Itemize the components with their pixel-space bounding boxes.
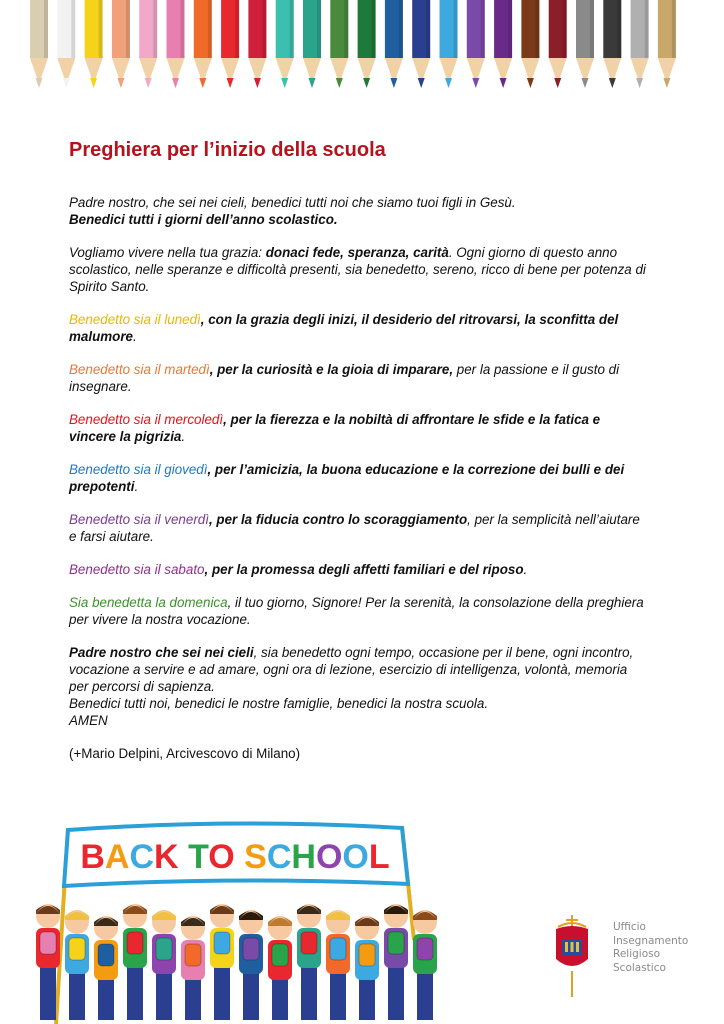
child-figure: [210, 904, 234, 1020]
day-rest: , per la semplicità nell’aiutare e farsi aiutare.: [69, 512, 640, 544]
banner-lettering: [80, 838, 389, 876]
day-bold: , per la curiosità e la gioia di imparare,: [209, 362, 454, 377]
paragraph-intro: [69, 194, 649, 228]
amen: AMEN: [69, 713, 108, 728]
banner-letter: [179, 838, 188, 876]
pencil-icon: [85, 0, 103, 88]
day-rest: .: [134, 479, 139, 494]
pencil-icon: [521, 0, 539, 88]
day-bold: , per la fierezza e la nobiltà di affrontare le sfide e la fatica e vincere la pigrizia: [69, 412, 601, 444]
banner-letter: C: [266, 838, 292, 876]
office-line: Insegnamento: [613, 934, 689, 947]
day-rest: .: [523, 562, 528, 577]
day-rest: per la passione e il gusto di insegnare.: [69, 362, 620, 394]
child-figure: [297, 904, 321, 1020]
pencil-icon: [194, 0, 212, 88]
child-figure: [152, 910, 176, 1020]
pencil-icon: [467, 0, 485, 88]
pencil-icon: [276, 0, 294, 88]
child-figure: [384, 904, 408, 1020]
banner-letter: S: [244, 838, 267, 876]
office-line: Religioso: [613, 948, 661, 960]
banner-letter: L: [368, 838, 390, 876]
child-figure: [123, 904, 147, 1020]
pencil-icon: [139, 0, 157, 88]
pencil-icon: [303, 0, 321, 88]
closing-bold: Padre nostro che sei nei cieli: [69, 645, 254, 660]
pencil-icon: [658, 0, 676, 88]
pencil-icon: [385, 0, 403, 88]
day-saturday: [69, 561, 649, 578]
day-label: Benedetto sia il mercoledì: [69, 412, 224, 427]
day-tuesday: [69, 361, 649, 395]
closing-blessing: Benedici tutti noi, benedici le nostre famiglie, benedici la nostra scuola.: [69, 696, 489, 711]
banner-letter: K: [154, 838, 179, 876]
child-figure: [326, 910, 350, 1020]
back-to-school-illustration: [30, 820, 460, 1024]
banner-letter: T: [188, 838, 209, 876]
banner-letter: O: [342, 838, 369, 876]
intro-line: Padre nostro, che sei nei cieli, benedici tutti noi che siamo tuoi figli in Gesù.: [69, 195, 516, 210]
day-monday: [69, 311, 649, 345]
office-line: Scolastico: [613, 961, 666, 974]
day-label: Benedetto sia il venerdì: [69, 512, 209, 527]
diocese-crest-icon: [552, 915, 592, 999]
pencil-icon: [330, 0, 348, 88]
day-label: Benedetto sia il sabato: [69, 562, 205, 577]
day-thursday: [69, 461, 649, 495]
pencil-icon: [494, 0, 512, 88]
pencil-icon: [603, 0, 621, 88]
office-line: Ufficio: [613, 921, 646, 933]
day-label: Sia benedetta la domenica: [69, 595, 228, 610]
day-rest: .: [133, 329, 137, 344]
pencil-icon: [631, 0, 649, 88]
pencil-icon: [112, 0, 130, 88]
child-figure: [94, 916, 118, 1020]
intro-blessing: Benedici tutti i giorni dell’anno scolastico.: [69, 212, 338, 227]
signature: (+Mario Delpini, Arcivescovo di Milano): [69, 746, 301, 761]
pencil-icon: [248, 0, 266, 88]
day-sunday: [69, 594, 649, 628]
day-label: Benedetto sia il martedì: [69, 362, 210, 377]
banner-letter: O: [315, 838, 343, 876]
day-rest: , il tuo giorno, Signore! Per la serenità, la consolazione della preghiera per vivere la nostra vocazione.: [69, 595, 644, 627]
paragraph-closing: [69, 644, 649, 729]
day-wednesday: [69, 411, 649, 445]
banner-letter: O: [208, 838, 235, 876]
children-group: [36, 904, 437, 1020]
day-label: Benedetto sia il lunedì: [69, 312, 201, 327]
day-bold: , per l’amicizia, la buona educazione e la correzione dei bulli e dei prepotenti: [69, 462, 625, 494]
pencil-icon: [57, 0, 75, 88]
pencil-icon: [167, 0, 185, 88]
paragraph-grace: [69, 244, 649, 295]
grace-virtues: donaci fede, speranza, carità: [265, 245, 449, 260]
banner-letter: A: [104, 838, 130, 876]
day-rest: .: [181, 429, 186, 444]
pencil-icon: [440, 0, 458, 88]
pencil-icon: [576, 0, 594, 88]
child-figure: [239, 910, 263, 1020]
day-bold: , per la fiducia contro lo scoraggiamento: [208, 512, 468, 527]
office-name: [613, 921, 688, 975]
pencil-icon: [358, 0, 376, 88]
pencil-icon: [412, 0, 430, 88]
day-label: Benedetto sia il giovedì: [69, 462, 208, 477]
pencil-icon: [30, 0, 48, 88]
day-bold: , per la promessa degli affetti familiari e del riposo: [204, 562, 524, 577]
colored-pencils-border: [0, 0, 724, 100]
pencil-icon: [549, 0, 567, 88]
child-figure: [268, 916, 292, 1020]
child-figure: [181, 916, 205, 1020]
banner-letter: C: [129, 838, 155, 876]
day-bold: , con la grazia degli inizi, il desiderio del ritrovarsi, la sconfitta del malumore: [69, 312, 619, 344]
child-figure: [413, 910, 437, 1020]
prayer-text: [69, 194, 649, 778]
closing-text: , sia benedetto ogni tempo, occasione per il bene, ogni incontro, vocazione a servire e ad amare, ogni ora di lezione, esercizio di intelligenza, volontà, memoria per percorsi di sapienza.: [69, 645, 634, 694]
pencil-icon: [221, 0, 239, 88]
grace-text-c: . Ogni giorno di questo anno scolastico, nelle speranze e difficoltà presenti, sia benedetto, sereno, ricco di bene per potenza di Spirito Santo.: [69, 245, 646, 294]
banner-letter: H: [291, 838, 316, 876]
grace-text-a: Vogliamo vivere nella tua grazia:: [69, 245, 266, 260]
banner-letter: B: [80, 838, 105, 876]
day-friday: [69, 511, 649, 545]
banner-letter: [235, 838, 244, 876]
page-title: Preghiera per l’inizio della scuola: [69, 139, 386, 161]
child-figure: [355, 916, 379, 1020]
child-figure: [65, 910, 89, 1020]
